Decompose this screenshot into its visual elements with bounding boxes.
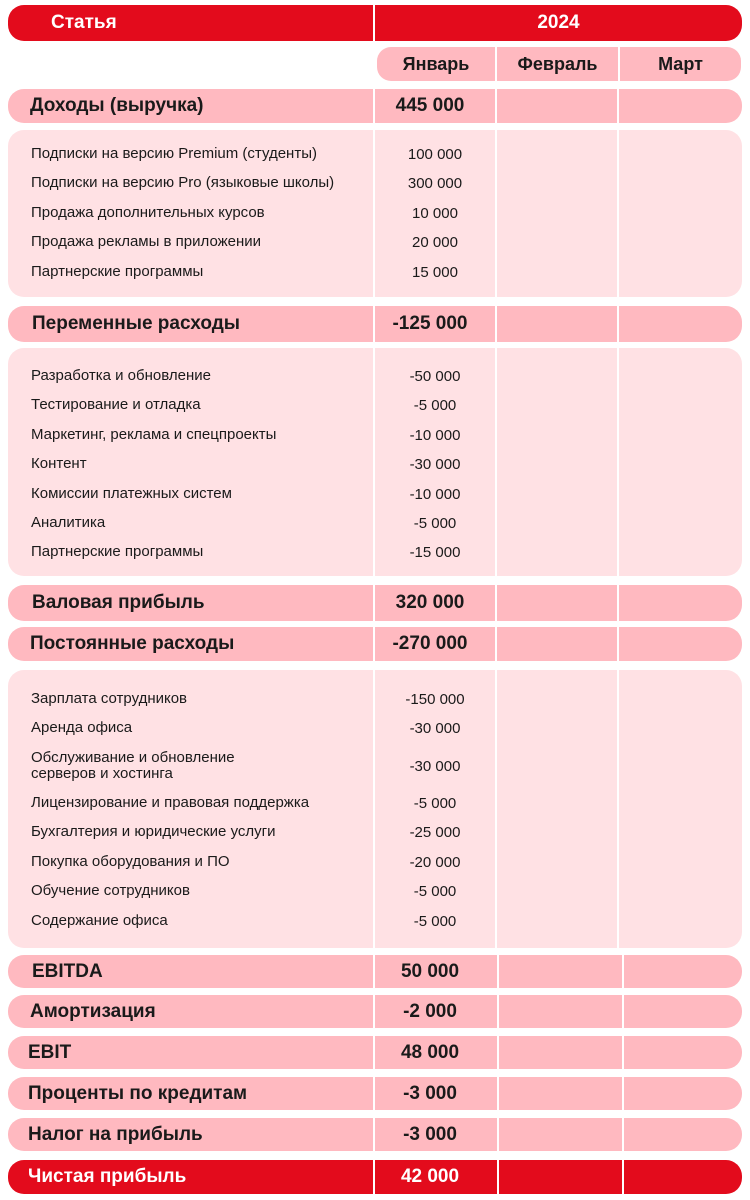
row-label-line2: серверов и хостинга <box>31 765 173 782</box>
summary-value-jan: -2 000 <box>403 1000 457 1022</box>
summary-title: EBIT <box>28 1041 72 1063</box>
section-revenue <box>8 89 742 123</box>
row-ebitda <box>8 955 742 988</box>
table-row <box>8 486 742 502</box>
table-row <box>8 854 742 870</box>
table-row <box>8 146 742 162</box>
row-value-jan: -10 000 <box>409 485 461 503</box>
row-label: Лицензирование и правовая поддержка <box>31 794 310 811</box>
row-label-line1: Обслуживание и обновление <box>31 749 235 766</box>
table-row <box>8 397 742 413</box>
row-net-profit <box>8 1160 742 1194</box>
section-total-jan: -125 000 <box>392 313 468 334</box>
row-label: Зарплата сотрудников <box>31 690 188 707</box>
section-variable-expenses <box>8 306 742 342</box>
section-gross-profit <box>8 585 742 621</box>
row-value-jan: -150 000 <box>405 690 465 708</box>
table-row <box>8 824 742 840</box>
months-header <box>377 47 741 81</box>
row-label: Разработка и обновление <box>31 367 211 384</box>
summary-value-jan: 48 000 <box>400 1041 460 1063</box>
row-label: Подписки на версию Pro (языковые школы) <box>31 174 335 191</box>
summary-value-jan: -3 000 <box>403 1082 457 1104</box>
row-label: Подписки на версию Premium (студенты) <box>31 145 317 162</box>
row-label: Партнерские программы <box>31 263 204 280</box>
row-label: Аналитика <box>31 514 106 531</box>
table-row <box>8 691 742 707</box>
table-row <box>8 368 742 384</box>
summary-title: Налог на прибыль <box>28 1123 203 1145</box>
month-january: Январь <box>377 47 495 81</box>
table-row <box>8 544 742 560</box>
row-label: Аренда офиса <box>31 719 133 736</box>
row-label: Обучение сотрудников <box>31 882 190 899</box>
row-value-jan: -5 000 <box>413 794 457 812</box>
row-value-jan: 100 000 <box>407 145 463 163</box>
table-header <box>8 5 742 41</box>
section-title: Постоянные расходы <box>30 633 235 654</box>
summary-value-jan: 50 000 <box>400 960 460 982</box>
row-value-jan: 20 000 <box>412 233 458 251</box>
variable-expenses-items <box>8 348 742 576</box>
month-february: Февраль <box>497 47 618 81</box>
row-label: Продажа дополнительных курсов <box>31 204 265 221</box>
row-label: Бухгалтерия и юридические услуги <box>31 823 276 840</box>
summary-value-jan: -3 000 <box>403 1123 457 1145</box>
table-row <box>8 720 742 736</box>
row-value-jan: -5 000 <box>413 912 457 930</box>
row-value-jan: -30 000 <box>409 757 461 775</box>
table-row <box>8 175 742 191</box>
table-row <box>8 883 742 899</box>
row-value-jan: -30 000 <box>409 719 461 737</box>
row-label: Контент <box>31 455 87 472</box>
row-ebit <box>8 1036 742 1069</box>
row-label: Продажа рекламы в приложении <box>31 233 262 250</box>
row-value-jan: -15 000 <box>409 543 461 561</box>
table-row <box>8 795 742 811</box>
row-label: Маркетинг, реклама и спецпроекты <box>31 426 277 443</box>
row-value-jan: -5 000 <box>413 514 457 532</box>
table-row <box>8 515 742 531</box>
table-row <box>8 427 742 443</box>
row-value-jan: -50 000 <box>409 367 461 385</box>
section-title: Валовая прибыль <box>32 592 205 613</box>
row-value-jan: -30 000 <box>409 455 461 473</box>
row-value-jan: 15 000 <box>412 263 458 281</box>
row-tax <box>8 1118 742 1151</box>
article-header: Статья <box>51 12 117 33</box>
year-header: 2024 <box>537 12 580 33</box>
section-fixed-expenses <box>8 627 742 661</box>
summary-title: Амортизация <box>30 1000 156 1022</box>
section-total-jan: -270 000 <box>392 633 468 654</box>
section-value-jan: 320 000 <box>395 592 465 613</box>
summary-title: EBITDA <box>32 960 103 982</box>
section-title: Доходы (выручка) <box>30 95 204 116</box>
month-march: Март <box>620 47 741 81</box>
row-value-jan: -25 000 <box>409 823 461 841</box>
fixed-expenses-items <box>8 670 742 948</box>
revenue-items <box>8 130 742 297</box>
section-title: Переменные расходы <box>32 313 241 334</box>
row-value-jan: 300 000 <box>407 174 463 192</box>
row-amortization <box>8 995 742 1028</box>
row-label <box>31 750 371 782</box>
table-row <box>8 205 742 221</box>
summary-title: Проценты по кредитам <box>28 1082 248 1104</box>
table-row <box>8 234 742 250</box>
table-row <box>8 264 742 280</box>
row-label: Покупка оборудования и ПО <box>31 853 230 870</box>
row-label: Партнерские программы <box>31 543 204 560</box>
table-row <box>8 749 742 783</box>
summary-title: Чистая прибыль <box>28 1166 187 1187</box>
row-label: Тестирование и отладка <box>31 396 201 413</box>
section-total-jan: 445 000 <box>395 95 465 116</box>
table-row <box>8 456 742 472</box>
row-value-jan: -10 000 <box>409 426 461 444</box>
row-value-jan: -20 000 <box>409 853 461 871</box>
row-interest <box>8 1077 742 1110</box>
row-label: Комиссии платежных систем <box>31 485 232 502</box>
row-value-jan: 10 000 <box>412 204 458 222</box>
row-value-jan: -5 000 <box>413 396 457 414</box>
table-row <box>8 913 742 929</box>
row-value-jan: -5 000 <box>413 882 457 900</box>
row-label: Содержание офиса <box>31 912 168 929</box>
summary-value-jan: 42 000 <box>400 1166 460 1187</box>
